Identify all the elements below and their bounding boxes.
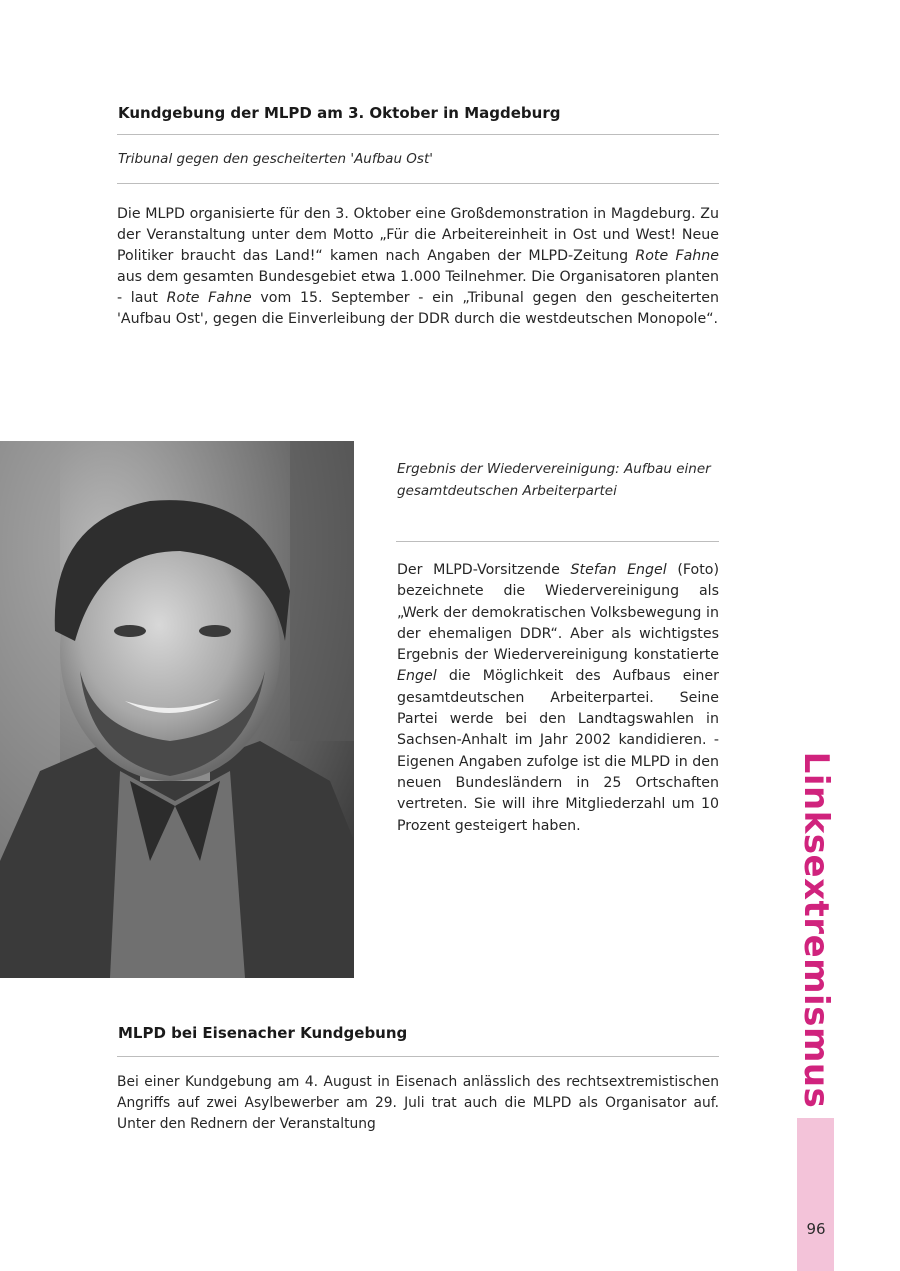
portrait-illustration — [0, 441, 354, 978]
section-subheading-tribunal: Tribunal gegen den gescheiterten 'Aufbau Ost' — [118, 151, 433, 167]
chapter-title-text: Linksextremismus — [796, 751, 836, 1109]
paragraph-magdeburg — [117, 204, 719, 330]
paragraph-text: Die MLPD organisierte für den 3. Oktober eine Großdemonstration in Magdeburg. Zu der Veranstaltung unter dem Motto „Für die Arbeitereinheit in Ost und West! Neue Politiker braucht das Land!“ kamen nach Angaben der MLPD-Zeitung — [117, 206, 719, 264]
divider — [117, 1056, 719, 1057]
paragraph-eisenach: Bei einer Kundgebung am 4. August in Eisenach anlässlich des rechtsextremistischen Angriffs auf zwei Asylbewerber am 29. Juli trat auch die MLPD als Organisator auf. Unter den Rednern der Veranstaltung — [117, 1074, 719, 1132]
paragraph-text: (Foto) bezeichnete die Wiedervereinigung als „Werk der demokratischen Volksbewegung in der ehemaligen DDR“. Aber als wichtigstes Ergebnis der Wiedervereinigung konstatierte — [397, 562, 719, 664]
paragraph-text: Der MLPD-Vorsitzende — [397, 562, 571, 578]
newspaper-title: Rote Fahne — [166, 290, 252, 306]
newspaper-title: Rote Fahne — [635, 248, 720, 264]
section-heading-eisenach: MLPD bei Eisenacher Kundgebung — [118, 1024, 408, 1042]
paragraph-text: aus dem gesamten Bundesgebiet etwa 1.000 Teilnehmer. Die Organisatoren planten - laut — [117, 269, 719, 306]
divider — [396, 541, 719, 542]
divider — [117, 183, 719, 184]
paragraph-text: die Möglichkeit des Aufbaus einer gesamtdeutschen Arbeiterpartei. Seine Partei werde bei den Landtagswahlen in Sachsen-Anhalt im Jahr 2002 kandidieren. - Eigenen Angaben zufolge ist die MLPD in den neuen Bundesländern in 25 Ortschaften vertreten. Sie will ihre Mitgliederzahl um 10 Prozent gesteigert haben. — [397, 668, 719, 834]
paragraph-engel — [397, 560, 719, 837]
portrait-photo — [0, 441, 354, 978]
person-name: Engel — [397, 668, 437, 685]
section-heading-magdeburg: Kundgebung der MLPD am 3. Oktober in Magdeburg — [118, 104, 561, 122]
person-name: Stefan Engel — [570, 562, 667, 578]
page-number: 96 — [806, 1220, 826, 1238]
paragraph-text: vom 15. September - ein „Tribunal gegen den gescheiterten 'Aufbau Ost', gegen die Einverleibung der DDR durch die westdeutschen Monopole“. — [117, 290, 719, 327]
section-subheading-wiedervereinigung: Ergebnis der Wiedervereinigung: Aufbau einer gesamtdeutschen Arbeiterpartei — [397, 461, 711, 499]
chapter-tab-title — [796, 751, 836, 1109]
chapter-tab-bar — [797, 1118, 834, 1271]
divider — [117, 134, 719, 135]
